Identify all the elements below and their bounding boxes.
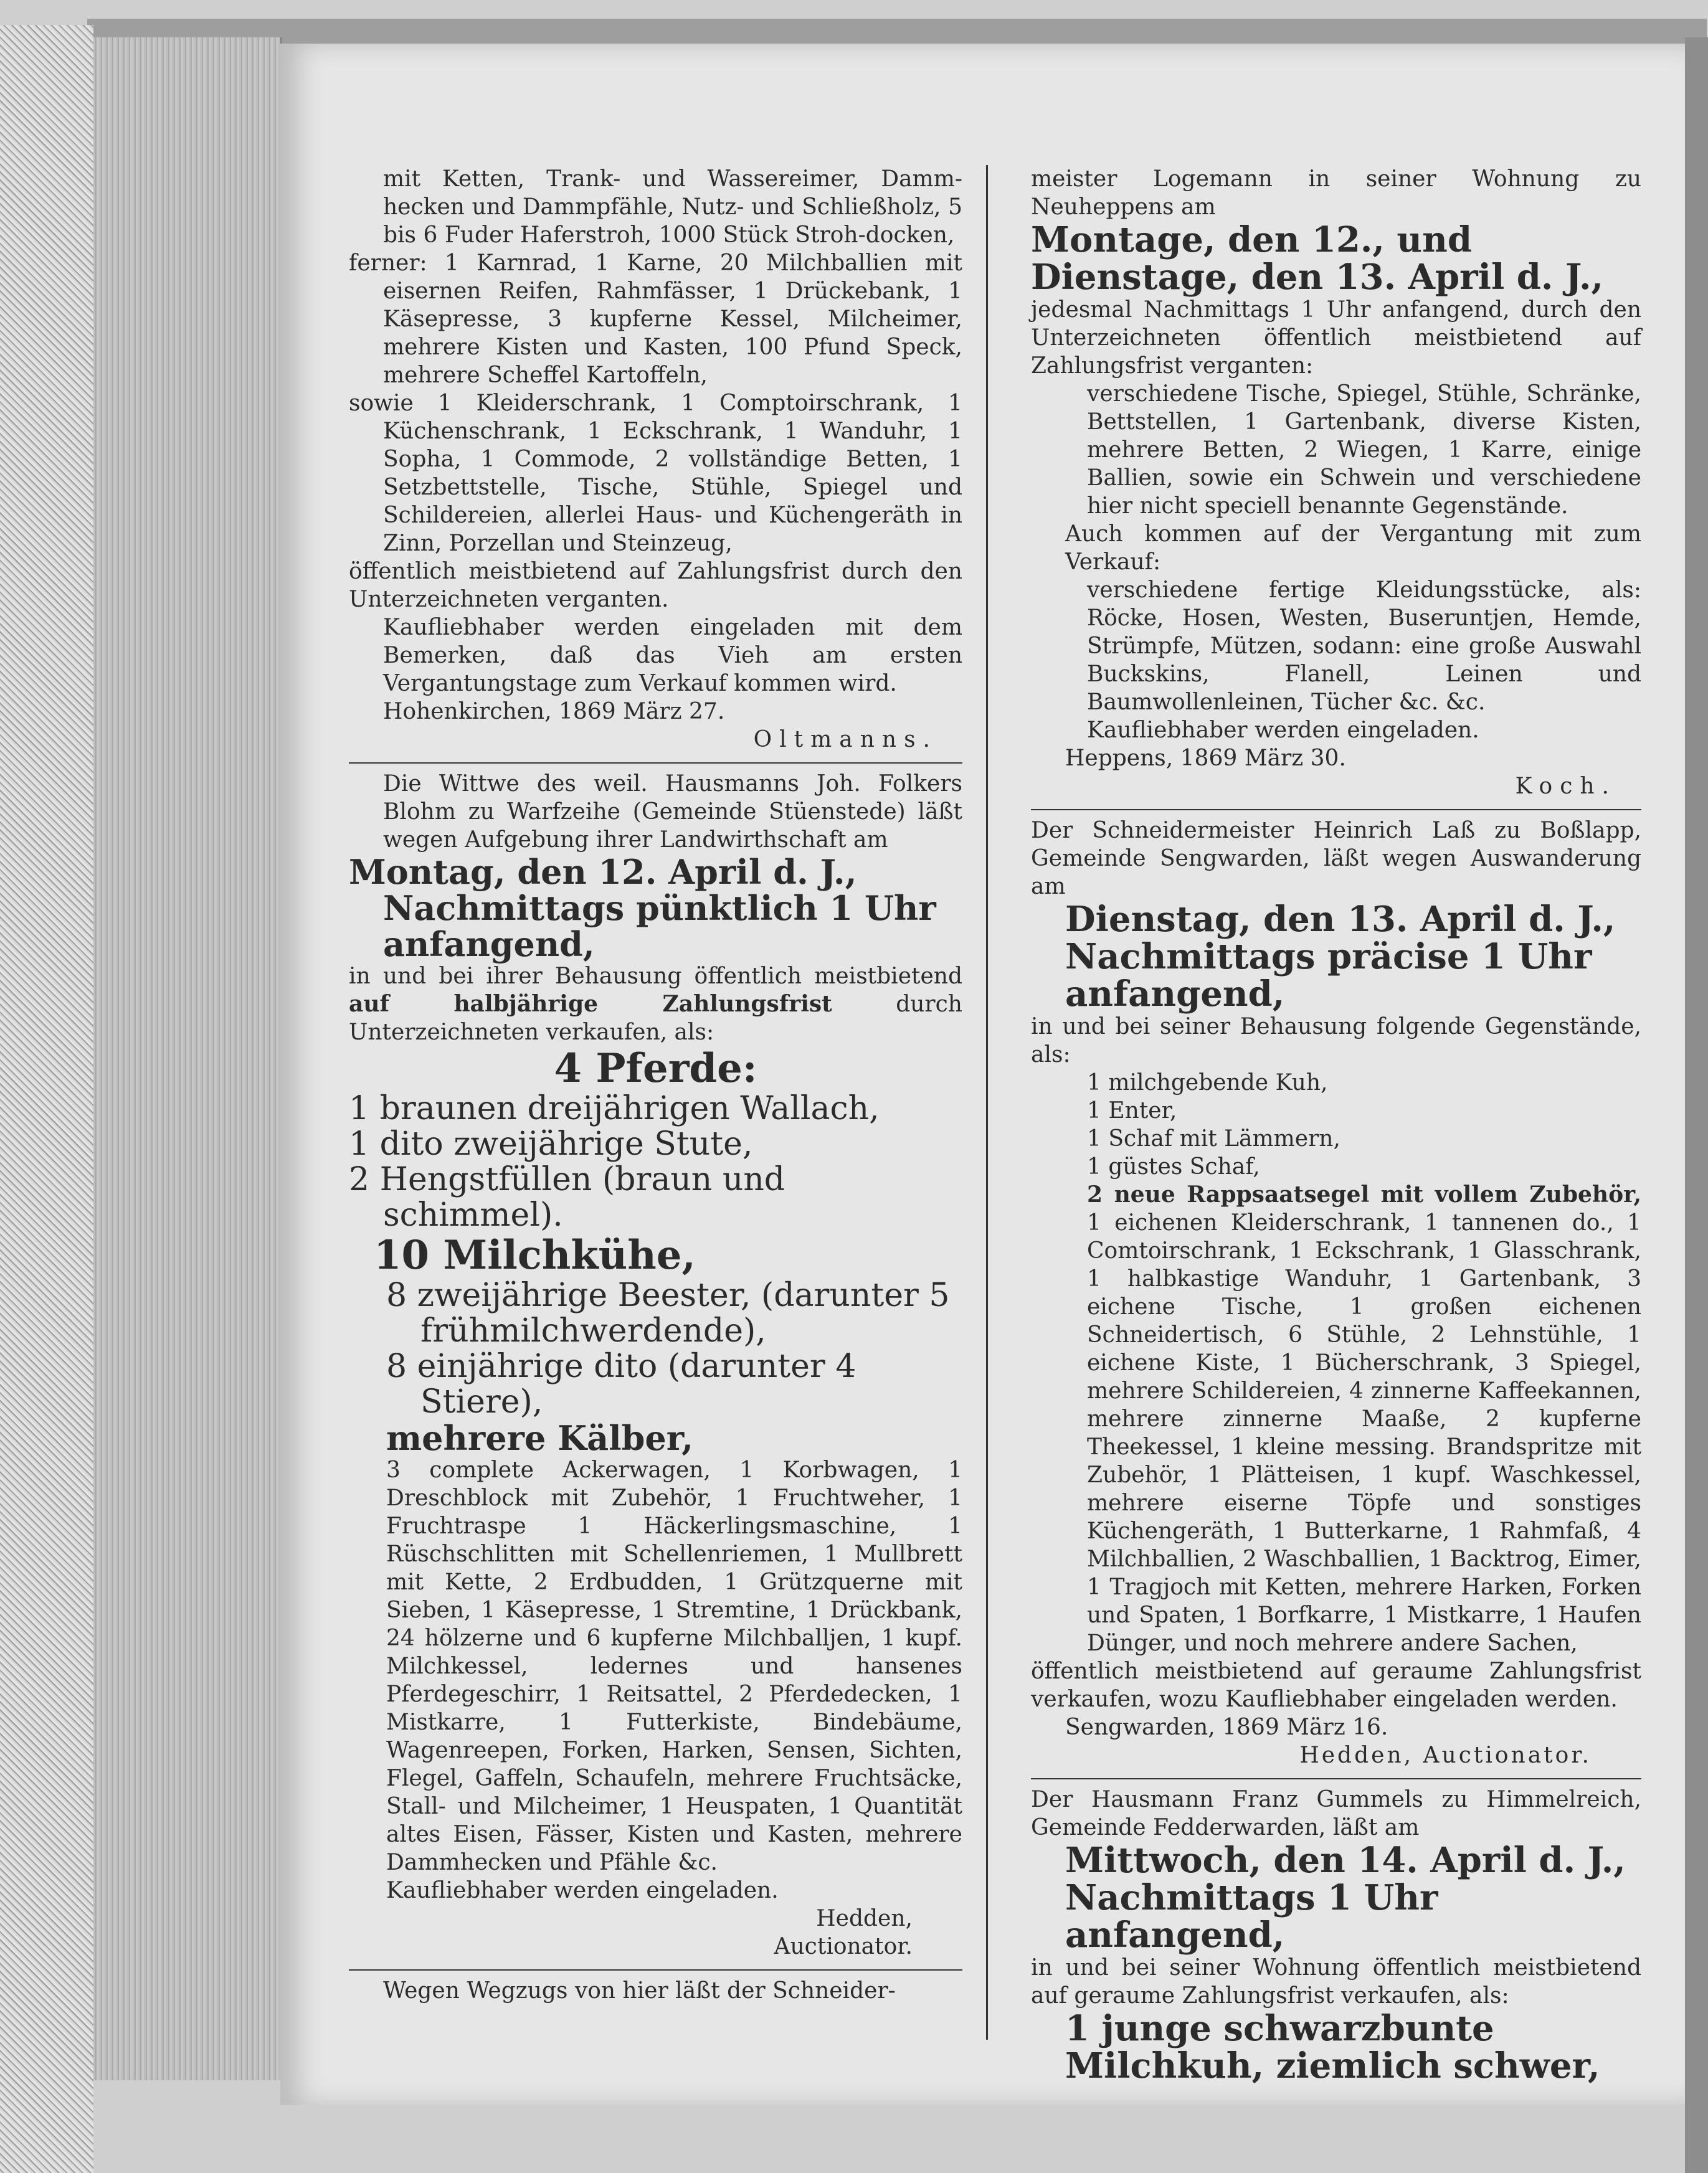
ad-item-list [1031, 1181, 1641, 1657]
ad-continuation-text: sowie 1 Kleiderschrank, 1 Comptoirschrank, 1 Küchenschrank, 1 Eckschrank, 1 Wanduhr, 1 Sopha, 1 Commode, 2 vollständige Betten, 1 Setzbettstelle, Tische, Stühle, Spiegel und Schildereien, allerlei Haus- und Küchengeräth in Zinn, Porzellan und Steinzeug, [349, 391, 962, 556]
ad-intro: Der Schneidermeister Heinrich Laß zu Boßlapp, Gemeinde Sengwarden, läßt wegen Auswanderung am [1031, 818, 1641, 899]
ad-continuation-text: ferner: 1 Karnrad, 1 Karne, 20 Milchballien mit eisernen Reifen, Rahmfässer, 1 Drückebank, 1 Käsepresse, 3 kupferne Kessel, Milcheimer, mehrere Kisten und Kasten, 100 Pfund Speck, mehrere Scheffel Kartoffeln, [349, 250, 962, 388]
ad-terms-emphasis: auf halbjährige Zahlungsfrist [349, 991, 832, 1017]
book-cover-edge [0, 25, 93, 2173]
ad-time-heading: Nachmittags pünktlich 1 Uhr anfangend, [383, 888, 936, 964]
ad-body: Auch kommen auf der Vergantung mit zum Verkauf: [1065, 521, 1641, 575]
ad-lot-item: 2 Hengstfüllen (braun und schimmel). [349, 1161, 785, 1234]
column-divider [986, 165, 988, 2040]
ad-intro: meister Logemann in seiner Wohnung zu Neuheppens am [1031, 166, 1641, 220]
ad-date-heading: Mittwoch, den 14. April d. J., Nachmittags 1 Uhr anfangend, [1065, 1840, 1626, 1956]
ad-terms: öffentlich meistbietend auf geraume Zahlungsfrist verkaufen, wozu Kaufliebhaber eingeladen werden. [1031, 1659, 1641, 1712]
ad-divider [349, 762, 962, 764]
page-stack-edge [93, 37, 282, 2080]
ad-invitation: Kaufliebhaber werden eingeladen. [386, 1878, 779, 1903]
ad-date-heading: Dienstag, den 13. April d. J., Nachmittags präcise 1 Uhr anfangend, [1065, 899, 1616, 1015]
ad-item-list: 3 complete Ackerwagen, 1 Korbwagen, 1 Dreschblock mit Zubehör, 1 Fruchtweher, 1 Fruchtraspe 1 Häckerlingsmaschine, 1 Rüschschlitten mit Schellenriemen, 1 Mullbrett mit Kette, 2 Erdbudden, 1 Grützquerne mit Sieben, 1 Käsepresse, 1 Stremtine, 1 Drückbank, 24 hölzerne und 6 kupferne Milchballjen, 1 kupf. Milchkessel, ledernes und hansenes Pferdegeschirr, 1 Reitsattel, 2 Pferdedecken, 1 Mistkarre, 1 Futterkiste, Bindebäume, Wagenreepen, Forken, Harken, Sensen, Sichten, Flegel, Gaffeln, Schaufeln, mehrere Fruchtsäcke, Stall- und Milcheimer, 1 Heuspaten, 1 Quantität altes Eisen, Fässer, Kisten und Kasten, mehrere Dammhecken und Pfähle &c. [386, 1457, 962, 1875]
ad-lot-item: 1 güstes Schaf, [1087, 1154, 1260, 1180]
ad-divider [1031, 1778, 1641, 1779]
ad-signature-title: Auctionator. [774, 1934, 913, 1959]
ad-item-emphasis: 2 neue Rappsaatsegel mit vollem Zubehör, [1087, 1181, 1641, 1208]
ad-lot-item: 1 Schaf mit Lämmern, [1087, 1126, 1340, 1152]
ad-intro: Die Wittwe des weil. Hausmanns Joh. Folkers Blohm zu Warfzeihe (Gemeinde Stüenstede) läßt wegen Aufgebung ihrer Landwirthschaft am [383, 771, 962, 853]
ad-date-heading: Montage, den 12., und Dienstage, den 13. April d. J., [1031, 219, 1603, 298]
ad-lot-item: 1 dito zweijährige Stute, [349, 1125, 753, 1163]
ad-lot-heading: 4 Pferde: [554, 1045, 757, 1092]
book-right-edge [1685, 37, 1708, 2173]
ad-lot-heading: 10 Milchkühe, [374, 1232, 696, 1279]
ad-place-date: Hohenkirchen, 1869 März 27. [383, 699, 725, 724]
ad-continuation-text: mit Ketten, Trank- und Wassereimer, Damm-hecken und Dammpfähle, Nutz- und Schließholz, 5 bis 6 Fuder Haferstroh, 1000 Stück Stroh-docken, [383, 166, 962, 248]
ad-signature: Hedden, Auctionator. [1299, 1743, 1592, 1768]
ad-body: jedesmal Nachmittags 1 Uhr anfangend, durch den Unterzeichneten öffentlich meistbietend auf Zahlungsfrist verganten: [1031, 297, 1641, 379]
ad-terms-text: in und bei ihrer Behausung öffentlich meistbietend [349, 963, 962, 989]
ad-item-text: 1 eichenen Kleiderschrank, 1 tannenen do., 1 Comtoirschrank, 1 Eckschrank, 1 Glasschrank, 1 halbkastige Wanduhr, 1 Gartenbank, 3 eichene Tische, 1 großen eichenen Schneidertisch, 6 Stühle, 2 Lehnstühle, 1 eichene Kiste, 1 Bücherschrank, 3 Spiegel, mehrere Schildereien, 4 zinnerne Kaffeekannen, mehrere zinnerne Maaße, 2 kupferne Theekessel, 1 kleine messing. Brandspritze mit Zubehör, 1 Plätteisen, 1 kupf. Waschkessel, mehrere eiserne Töpfe und sonstiges Küchengeräth, 1 Butterkarne, 1 Rahmfaß, 4 Milchballien, 2 Waschballien, 1 Backtrog, Eimer, 1 Tragjoch mit Ketten, mehrere Harken, Forken und Spaten, 1 Borfkarre, 1 Mistkarre, 1 Haufen Dünger, und noch mehrere andere Sachen, [1087, 1210, 1641, 1656]
ad-intro: Der Hausmann Franz Gummels zu Himmelreich, Gemeinde Fedderwarden, läßt am [1031, 1787, 1641, 1840]
ad-place-date: Sengwarden, 1869 März 16. [1065, 1715, 1388, 1740]
ad-lot-item: 1 milchgebende Kuh, [1087, 1070, 1328, 1096]
ad-invitation: Kaufliebhaber werden eingeladen. [1087, 717, 1479, 743]
ad-lot-item: 1 braunen dreijährigen Wallach, [349, 1090, 880, 1127]
ad-place-date: Heppens, 1869 März 30. [1065, 746, 1346, 771]
ad-signature: Hedden, [816, 1906, 913, 1931]
left-column [349, 165, 962, 2005]
ad-lot-item: 8 einjährige dito (darunter 4 Stiere), [386, 1348, 856, 1421]
ad-lot-item: 8 zweijährige Beester, (darunter 5 frühmilchwerdende), [386, 1277, 950, 1350]
book-top-edge [87, 19, 1707, 47]
ad-invitation: Kaufliebhaber werden eingeladen mit dem Bemerken, daß das Vieh am ersten Vergantungstage zum Verkauf kommen wird. [383, 615, 962, 696]
ad-item-list: verschiedene fertige Kleidungsstücke, als: Röcke, Hosen, Westen, Buseruntjen, Hemde, Strümpfe, Mützen, sodann: eine große Auswahl Buckskins, Flanell, Leinen und Baumwollenleinen, Tücher &c. &c. [1087, 577, 1641, 715]
ad-body: in und bei seiner Behausung folgende Gegenstände, als: [1031, 1014, 1641, 1068]
ad-item-list: verschiedene Tische, Spiegel, Stühle, Schränke, Bettstellen, 1 Gartenbank, diverse Kisten, mehrere Betten, 2 Wiegen, 1 Karre, einige Ballien, sowie ein Schwein und verschiedene hier nicht speciell benannte Gegenstände. [1087, 381, 1641, 519]
ad-lot-item: 1 Enter, [1087, 1098, 1177, 1124]
ad-terms-text: durch Unterzeichneten verkaufen, als: [349, 992, 962, 1045]
ad-lot-item: 1 junge schwarzbunte Milchkuh, ziemlich schwer, [1065, 2008, 1600, 2086]
right-column [1031, 165, 1641, 2085]
ad-lot-item: mehrere Kälber, [386, 1418, 694, 1458]
ad-divider [1031, 809, 1641, 810]
ad-date-heading: Montag, den 12. April d. J., [349, 852, 857, 892]
ad-body: in und bei seiner Wohnung öffentlich meistbietend auf geraume Zahlungsfrist verkaufen, als: [1031, 1955, 1641, 2009]
ad-continuation-text: öffentlich meistbietend auf Zahlungsfrist durch den Unterzeichneten verganten. [349, 559, 962, 612]
ad-terms [349, 962, 962, 1046]
ad-signature: Oltmanns. [753, 727, 937, 752]
ad-divider [349, 1969, 962, 1971]
ad-intro: Wegen Wegzugs von hier läßt der Schneider- [383, 1978, 896, 2004]
ad-signature: Koch. [1515, 774, 1616, 799]
